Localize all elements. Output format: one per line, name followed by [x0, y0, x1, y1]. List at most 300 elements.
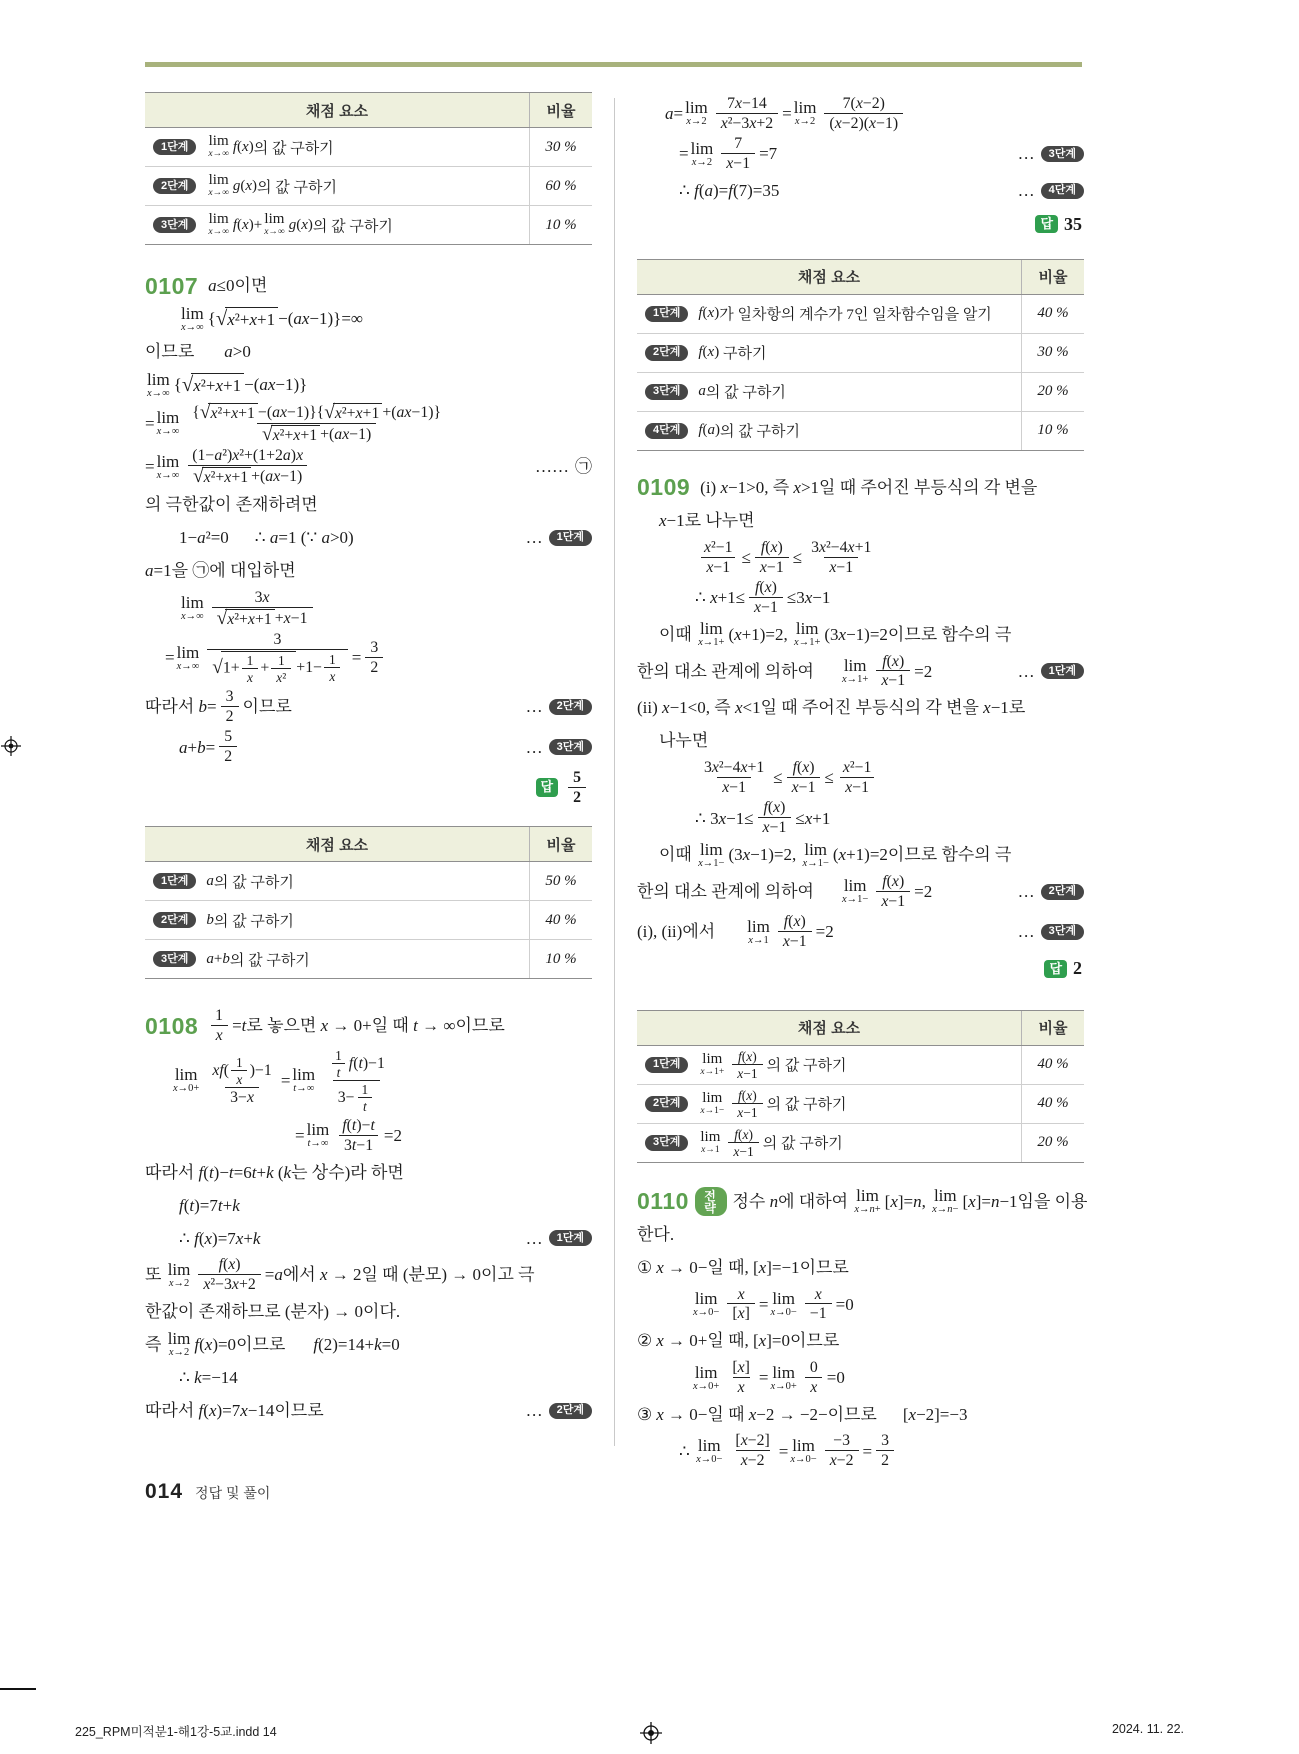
text: 한의 대소 관계에 의하여: [637, 661, 814, 681]
math: f(t)−t: [342, 1116, 375, 1134]
numerator: [779, 913, 811, 931]
lim-word: lim: [699, 839, 723, 859]
circled-mark: ③: [637, 1404, 653, 1424]
math: =a: [264, 1265, 283, 1285]
text: …: [1017, 181, 1035, 201]
math: =7: [759, 144, 778, 164]
step-badge: 1단계: [645, 1057, 688, 1073]
line-annotation: [1010, 881, 1084, 902]
numerator: [788, 759, 820, 777]
text: …: [525, 528, 543, 548]
math: 3−: [337, 1088, 355, 1106]
limit: [794, 620, 820, 649]
math: x → 0−: [656, 1404, 708, 1424]
limit: [794, 99, 817, 128]
math: x−1: [726, 155, 751, 173]
row-criteria: [698, 1124, 1021, 1162]
math: f(t)−1: [348, 1054, 385, 1072]
formula-line: [145, 1007, 592, 1044]
radical-icon: √: [216, 607, 228, 629]
limit: [696, 1437, 722, 1466]
math: )−1: [249, 1062, 272, 1080]
formula-line: [145, 1256, 592, 1293]
formula-line: [145, 631, 592, 685]
line-content: [1035, 213, 1082, 236]
numerator: [877, 873, 909, 891]
table-row: [145, 900, 592, 939]
lim-word: lim: [694, 1362, 718, 1382]
limit: [181, 594, 204, 623]
math: x: [737, 1378, 745, 1396]
math: 3: [881, 1432, 890, 1450]
lim-subscript: x→0+: [693, 1380, 720, 1392]
fraction: [323, 1048, 390, 1114]
problem-number: 0108: [145, 1012, 199, 1039]
lim-subscript: x→0−: [770, 1307, 797, 1319]
step-badge: 3단계: [549, 739, 592, 755]
row-criteria: [698, 1046, 1021, 1084]
step-badge: 3단계: [153, 217, 196, 233]
table-row: [145, 205, 592, 244]
denominator: [333, 1080, 381, 1114]
text: 따라서: [145, 1401, 199, 1421]
math: =: [862, 1441, 873, 1461]
denominator: [876, 891, 910, 911]
text: ,: [792, 845, 801, 865]
square-root: [212, 651, 296, 685]
text: 일 때 주어진 부등식의 각 변을: [819, 478, 1038, 498]
line-annotation: [1010, 661, 1084, 682]
fraction: [838, 759, 877, 796]
limit: [770, 1290, 796, 1319]
math: ≤x+1: [795, 808, 831, 828]
numerator: [210, 1007, 228, 1025]
lim-word: lim: [264, 211, 285, 228]
formula-line: [145, 403, 592, 444]
line-content: [665, 95, 907, 132]
line-content: [145, 1330, 400, 1359]
formula-line: [637, 1399, 1084, 1429]
strategy-badge: 전략: [695, 1187, 726, 1216]
math: =2: [815, 922, 834, 942]
denominator: [188, 465, 307, 487]
formula-line: [145, 1297, 592, 1327]
fraction: [212, 589, 313, 628]
numerator: [722, 95, 772, 113]
math: 1−a²=0: [179, 528, 229, 548]
line-annotation: [1010, 180, 1084, 201]
text: 일 때: [371, 1016, 414, 1036]
text: (: [273, 1162, 284, 1182]
limit: [842, 657, 868, 686]
math: x: [215, 1026, 223, 1044]
line-content: [179, 527, 354, 548]
text: 의 값 구하기: [312, 218, 393, 235]
formula-line: [637, 1253, 1084, 1283]
math: a≤0: [208, 276, 235, 296]
fraction: [824, 95, 903, 132]
problem-0108: [145, 1007, 592, 1425]
math: 1: [215, 1007, 224, 1025]
math: {: [173, 375, 182, 395]
line-content: [679, 180, 779, 201]
line-content: [145, 447, 312, 486]
text: 이므로: [236, 1335, 286, 1355]
numerator: [730, 1432, 774, 1450]
text: (i), (ii)에서: [637, 922, 716, 942]
math: x: [814, 1285, 822, 1303]
step-badge: 3단계: [1041, 146, 1084, 162]
math: (x+1)=2: [728, 625, 784, 644]
problem-0110: [637, 1186, 1088, 1470]
lim-subscript: x→1−: [802, 857, 829, 869]
formula-line: [637, 1432, 1084, 1469]
numerator: [756, 539, 788, 557]
math: 3: [370, 639, 379, 657]
math: x−1: [762, 819, 787, 837]
line-content: [637, 873, 932, 910]
formula-line: [145, 523, 592, 553]
math: x²+x+1: [227, 610, 272, 628]
math: 5: [224, 728, 233, 746]
lim-word: lim: [176, 642, 200, 662]
limit: [693, 1290, 719, 1319]
denominator: [568, 787, 586, 807]
lim-subscript: x→1: [748, 934, 769, 946]
fraction: [730, 1432, 774, 1469]
trim-mark: [0, 1688, 36, 1690]
line-content: [679, 1432, 898, 1469]
header-ratio: 비율: [1021, 1011, 1084, 1045]
text: 일 때,: [707, 1258, 753, 1278]
numerator: [729, 135, 747, 153]
text: 로 놓으면: [246, 1016, 321, 1036]
math: a+b: [206, 950, 230, 967]
lim-word: lim: [685, 98, 708, 118]
text: 의 값 구하기: [213, 913, 294, 930]
lim-word: lim: [792, 1435, 815, 1455]
limit: [803, 841, 829, 870]
lim-subscript: x→2: [686, 116, 707, 128]
math: [x]=n−1: [962, 1192, 1018, 1212]
formula-line: [145, 1157, 592, 1187]
square-root: [324, 403, 382, 423]
math: 1+: [222, 659, 240, 677]
math: x²+x+1: [334, 405, 380, 422]
numerator: [729, 1127, 758, 1142]
line-content: [179, 589, 317, 628]
lim-word: lim: [690, 138, 714, 158]
math: 1: [361, 1081, 369, 1097]
lim-subscript: x→0−: [696, 1453, 723, 1465]
numerator: [876, 1432, 894, 1450]
line-content: [145, 1301, 400, 1322]
formula-line: [637, 1286, 1084, 1323]
math: [x]: [732, 1359, 750, 1377]
line-content: [637, 1224, 674, 1245]
fraction: [732, 1088, 762, 1120]
math: t: [336, 1064, 341, 1080]
denominator: [324, 667, 340, 684]
formula-line: [637, 954, 1084, 984]
lim-subscript: x→1−: [700, 1105, 725, 1116]
page-number: 014: [145, 1480, 184, 1503]
math: → 0: [451, 1265, 482, 1285]
lim-subscript: x→n+: [854, 1204, 881, 1216]
text: …: [1017, 661, 1035, 681]
line-content: [145, 341, 251, 362]
math: −(ax−1)}: [244, 375, 308, 395]
lim-word: lim: [933, 1186, 957, 1206]
fraction: [876, 873, 910, 910]
math: f(t)=7t+k: [179, 1195, 240, 1215]
text: 일 때 (분모): [361, 1265, 452, 1285]
line-content: [171, 1048, 394, 1114]
line-content: [637, 1330, 839, 1351]
math: x−1: [737, 1104, 758, 1120]
text: 일 때 주어진 부등식의 각 변을: [760, 698, 984, 718]
math: ≤: [792, 547, 803, 567]
lim-subscript: x→0−: [693, 1307, 720, 1319]
line-content: [145, 272, 267, 301]
formula-line: [145, 271, 592, 301]
text: 이므로: [827, 1404, 877, 1424]
math: n: [769, 1192, 779, 1212]
text: (ii): [637, 698, 663, 718]
lim-subscript: x→0−: [790, 1453, 817, 1465]
fraction: [716, 95, 778, 132]
numerator: [733, 1088, 762, 1103]
header-ratio: 비율: [1021, 260, 1084, 294]
denominator: [212, 607, 313, 629]
lim-subscript: x→1+: [841, 674, 869, 686]
line-annotation: [1010, 921, 1084, 942]
left-column: [145, 92, 592, 1470]
lim-word: lim: [747, 916, 770, 936]
formula-line: [637, 1186, 1088, 1217]
denominator: [358, 1097, 372, 1114]
fraction: [187, 447, 308, 486]
line-content: [691, 1286, 854, 1323]
row-ratio: 40 %: [529, 901, 592, 939]
limit: [157, 453, 180, 482]
math: (3x−1)=2: [728, 845, 793, 865]
math: =: [782, 104, 792, 124]
math: 1: [236, 1054, 243, 1070]
line-annotation: [518, 1400, 592, 1421]
text: 의 값 구하기: [257, 179, 337, 196]
step-badge: 4단계: [645, 423, 688, 439]
fraction: [727, 1359, 755, 1396]
table-row: [637, 295, 1084, 333]
text: ……: [535, 457, 569, 477]
math: x<1: [734, 698, 761, 718]
math: f(x): [698, 344, 720, 361]
lim-word: lim: [292, 1065, 316, 1085]
math: f(x): [792, 759, 815, 777]
lim-word: lim: [156, 451, 180, 471]
math: x → 0+: [320, 1016, 372, 1036]
lim-subscript: x→∞: [156, 426, 180, 438]
lim-subscript: x→∞: [147, 387, 170, 399]
numerator: [838, 95, 890, 113]
step-badge: 3단계: [645, 1135, 688, 1151]
lim-word: lim: [167, 1259, 191, 1279]
math: =: [758, 1294, 769, 1314]
header-criteria: 채점 요소: [305, 102, 369, 120]
text: …: [1017, 922, 1035, 942]
answer-badge: 답: [536, 778, 559, 796]
math: x−1: [782, 932, 807, 950]
lim-word: lim: [174, 1065, 198, 1085]
numerator: [810, 1286, 827, 1304]
math: ≤: [824, 768, 834, 788]
math: =2: [383, 1125, 402, 1145]
square-root: [217, 609, 275, 629]
math: −(ax−1)}{: [257, 404, 325, 421]
step-badge: 1단계: [153, 139, 196, 155]
numerator: [568, 769, 586, 787]
print-file-name: 225_RPM미적분1-해1강-5교.indd 14: [75, 1725, 277, 1739]
formula-line: [637, 1359, 1084, 1396]
formula-line: [145, 1223, 592, 1253]
math: x−1: [706, 558, 731, 576]
formula-line: [637, 135, 1084, 172]
math: f(x): [760, 538, 783, 556]
formula-line: [637, 95, 1084, 132]
lim-subscript: x→∞: [176, 660, 200, 672]
math: x²−1: [704, 538, 733, 556]
lim-subscript: x→1+: [794, 637, 821, 649]
math: f(x)+: [232, 216, 263, 233]
limit: [264, 212, 285, 238]
math: 2: [225, 707, 234, 725]
text: 정수: [732, 1192, 770, 1212]
formula-line: [145, 1190, 592, 1220]
math: =: [679, 144, 689, 164]
lim-subscript: x→∞: [156, 469, 180, 481]
formula-line: [637, 1220, 1084, 1250]
denominator: [727, 1303, 755, 1323]
text: …: [1017, 144, 1035, 164]
math: 3x²−4x+1: [811, 538, 872, 556]
lim-subscript: t→∞: [307, 1138, 329, 1150]
step-badge: 3단계: [1041, 924, 1084, 940]
table-header-row: [145, 827, 592, 862]
math: b=: [198, 697, 217, 717]
math: ≤: [741, 547, 751, 567]
header-criteria: 채점 요소: [797, 269, 861, 287]
lim-word: lim: [795, 619, 819, 639]
lim-subscript: x→∞: [264, 227, 285, 238]
text: 에 대하여: [778, 1192, 853, 1212]
answer-value: 2: [1073, 958, 1082, 979]
math: x−1: [737, 1065, 758, 1081]
row-criteria: [206, 167, 529, 205]
math: =0: [826, 1368, 845, 1388]
text: 의 값 구하기: [253, 140, 334, 157]
text: 따라서: [145, 1162, 199, 1182]
row-ratio: 60 %: [529, 167, 592, 205]
math: x²−1: [842, 759, 872, 777]
text: 구하기: [719, 346, 767, 363]
print-date: 2024. 11. 22.: [1111, 1722, 1184, 1736]
grading-table-0107: [145, 826, 592, 979]
step-badge: 2단계: [153, 178, 196, 194]
lim-word: lim: [804, 839, 828, 859]
text: ,: [921, 1192, 931, 1212]
text: …: [525, 1228, 543, 1248]
formula-line: [637, 539, 1084, 576]
text: 이때: [659, 845, 697, 865]
text: 의 값 구하기: [705, 385, 786, 402]
line-content: [179, 1367, 238, 1388]
text: 이때: [659, 625, 697, 644]
math: x−2: [829, 1452, 854, 1470]
fraction: [357, 1082, 374, 1114]
denominator: [825, 1450, 859, 1470]
radicand: [221, 651, 296, 685]
math: +(ax−1): [251, 468, 303, 486]
math: ∴ 3x−1≤: [695, 808, 754, 828]
step-badge: 2단계: [549, 1403, 592, 1419]
lim-word: lim: [181, 303, 204, 323]
row-criteria: [206, 940, 529, 978]
math: 3x²−4x+1: [704, 759, 765, 777]
math: x−1: [791, 778, 816, 796]
math: x²+x+1: [227, 310, 276, 330]
numerator: [828, 1432, 855, 1450]
registration-mark-bottom-icon: [640, 1722, 662, 1744]
row-ratio: 30 %: [1021, 334, 1084, 372]
line-content: [637, 1187, 1087, 1216]
answer-value: 35: [1064, 213, 1082, 234]
math: a: [698, 383, 706, 400]
math: f(x): [698, 305, 720, 322]
numerator: [250, 589, 275, 607]
math: (1−a²)x²+(1+2a)x: [192, 447, 304, 465]
limit: [168, 1261, 191, 1290]
fraction: [758, 799, 792, 836]
math: [x−2]: [735, 1432, 770, 1450]
denominator: [824, 113, 903, 133]
lim-word: lim: [843, 876, 867, 896]
text: 이므로: [799, 1258, 849, 1278]
fraction: [876, 1432, 894, 1469]
top-rule: [145, 62, 1082, 67]
row-ratio: 40 %: [1021, 295, 1084, 333]
math: x²+x+1: [272, 426, 318, 444]
line-content: [637, 653, 932, 690]
text: 이므로: [242, 697, 292, 717]
text: 가 일차항의 계수가 7인 일차함수임을 알기: [719, 307, 992, 324]
circled-mark: ㉠: [575, 457, 592, 477]
math: xf(: [212, 1062, 230, 1080]
math: [x]: [732, 1305, 750, 1323]
math: x: [737, 1285, 745, 1303]
lim-word: lim: [156, 408, 180, 428]
text: 에 대입하면: [209, 561, 296, 581]
denominator: [211, 1025, 228, 1045]
text: …: [525, 1401, 543, 1421]
math: 7(x−2): [842, 95, 885, 112]
math: +(ax−1)}: [382, 404, 442, 421]
numerator: [242, 653, 259, 668]
step-badge: 2단계: [549, 699, 592, 715]
line-content: [695, 799, 830, 836]
grading-table-0108: [637, 259, 1084, 451]
step-badge: 1단계: [549, 1230, 592, 1246]
